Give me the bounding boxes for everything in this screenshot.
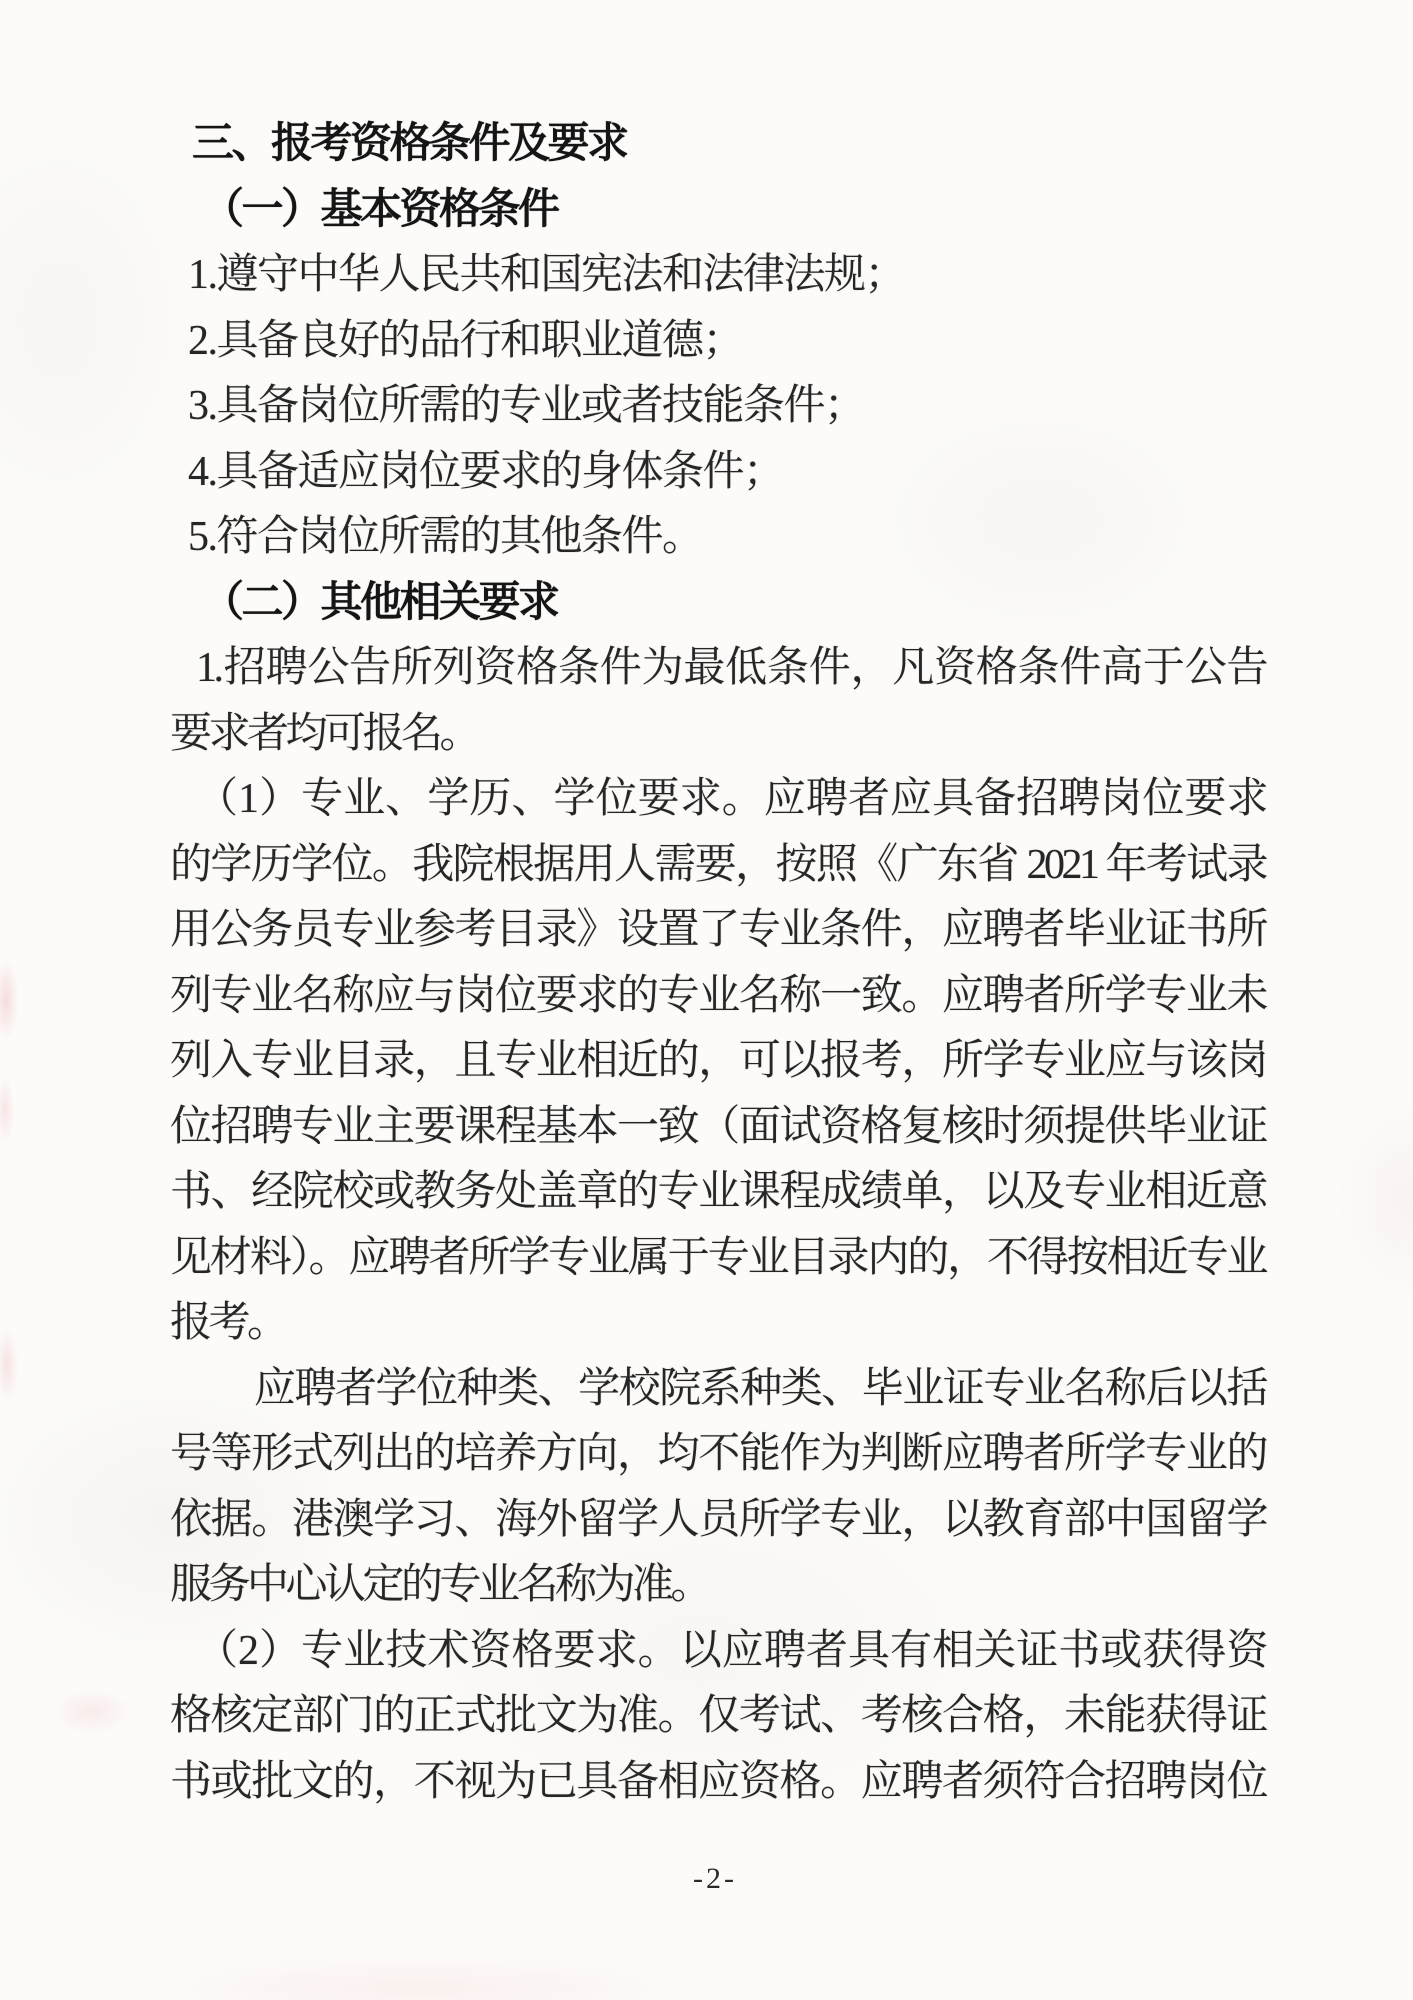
paragraph-line: 依据。港澳学习、海外留学人员所学专业，以教育部中国留学: [170, 1496, 1265, 1543]
paragraph-line: 1.招聘公告所列资格条件为最低条件，凡资格条件高于公告: [196, 645, 1265, 691]
paragraph-line: 要求者均可报名。: [170, 710, 479, 757]
subsection-heading: （一）基本资格条件: [202, 186, 558, 233]
paragraph-line: 的学历学位。我院根据用人需要，按照《广东省 2021 年考试录: [170, 841, 1265, 888]
section-heading: 三、报考资格条件及要求: [192, 121, 627, 167]
paragraph-line: 应聘者学位种类、学校院系种类、毕业证专业名称后以括: [254, 1365, 1265, 1412]
paragraph-line: 格核定部门的正式批文为准。仅考试、考核合格，未能获得证: [170, 1693, 1265, 1739]
paragraph-line: 书或批文的，不视为已具备相应资格。应聘者须符合招聘岗位: [170, 1758, 1265, 1805]
document-text: [170, 112, 1265, 1815]
paragraph-line: （1）专业、学历、学位要求。应聘者应具备招聘岗位要求: [196, 776, 1265, 822]
paragraph-line: 列入专业目录，且专业相近的，可以报考，所学专业应与该岗: [170, 1038, 1265, 1084]
subsection-heading: （二）其他相关要求: [202, 579, 558, 626]
paragraph-line: 位招聘专业主要课程基本一致（面试资格复核时须提供毕业证: [170, 1103, 1265, 1150]
page-number: -2-: [693, 1862, 737, 1895]
paragraph-line: 报考。: [170, 1300, 286, 1346]
list-item: 2.具备良好的品行和职业道德；: [188, 317, 744, 364]
paragraph-line: 服务中心认定的专业名称为准。: [170, 1562, 710, 1608]
paragraph-line: 号等形式列出的培养方向，均不能作为判断应聘者所学专业的: [170, 1431, 1265, 1477]
paragraph-line: （2）专业技术资格要求。以应聘者具有相关证书或获得资: [196, 1627, 1265, 1674]
paragraph-line: 书、经院校或教务处盖章的专业课程成绩单，以及专业相近意: [170, 1169, 1265, 1215]
list-item: 4.具备适应岗位要求的身体条件；: [188, 448, 784, 495]
paragraph-line: 用公务员专业参考目录》设置了专业条件，应聘者毕业证书所: [170, 907, 1265, 953]
list-item: 5.符合岗位所需的其他条件。: [188, 514, 703, 560]
list-item: 1.遵守中华人民共和国宪法和法律法规；: [188, 252, 906, 298]
paragraph-line: 列专业名称应与岗位要求的专业名称一致。应聘者所学专业未: [170, 972, 1265, 1019]
list-item: 3.具备岗位所需的专业或者技能条件；: [188, 383, 865, 429]
paragraph-line: 见材料）。应聘者所学专业属于专业目录内的，不得按相近专业: [170, 1234, 1265, 1281]
